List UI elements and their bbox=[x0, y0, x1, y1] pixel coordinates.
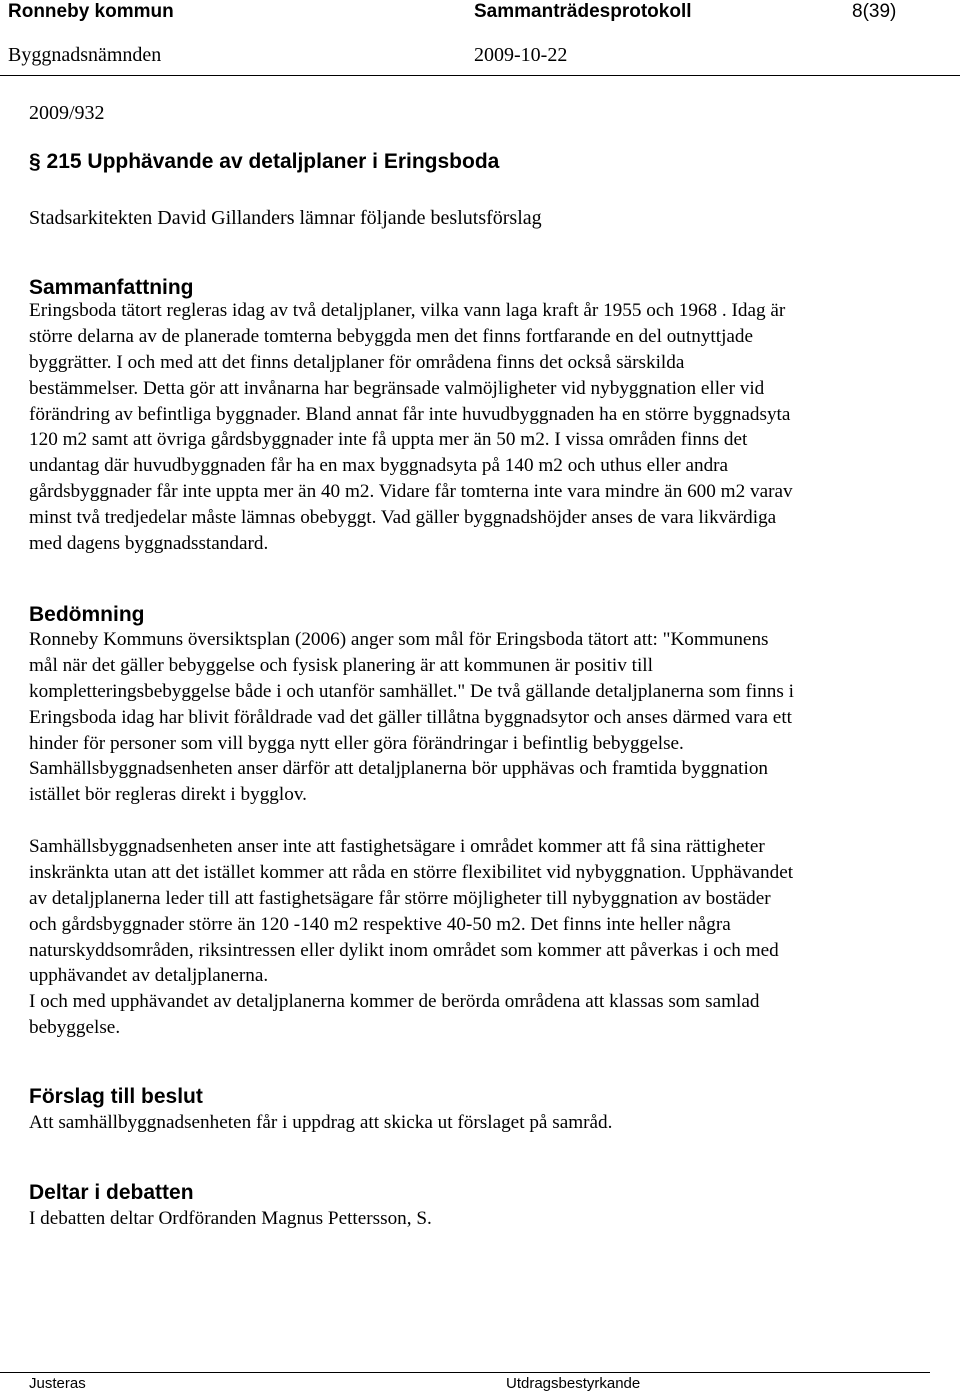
bedomning-line: naturskyddsområden, riksintressen eller dylikt inom området som kommer att påverkas i och med bbox=[29, 939, 779, 961]
bedomning-paragraph-1 bbox=[29, 627, 929, 808]
sammanfattning-line: större delarna av de planerade tomterna bebyggda men det finns fortfarande en del outnyttjade bbox=[29, 325, 754, 347]
section-title bbox=[29, 150, 499, 174]
bedomning-line: Samhällsbyggnadsenheten anser därför att detaljplanerna bör upphävas och framtida byggnation bbox=[29, 758, 769, 780]
sammanfattning-line: byggrätter. I och med att det finns detaljplaner för områdena finns det också särskilda bbox=[29, 351, 685, 373]
bedomning-line: Samhällsbyggnadsenheten anser inte att fastighetsägare i området kommer att få sina rättigheter bbox=[29, 836, 765, 857]
bedomning-line: I och med upphävandet av detaljplanerna kommer de berörda områdena att klassas som samlad bbox=[29, 991, 760, 1013]
header-page-number: 8(39) bbox=[852, 1, 897, 22]
bedomning-line: mål när det gäller bebyggelse och fysisk planering är att kommunen är positiv till bbox=[29, 654, 653, 676]
header-org: Ronneby kommun bbox=[8, 1, 174, 22]
debatt-heading: Deltar i debatten bbox=[29, 1181, 194, 1204]
sammanfattning-line: undantag där huvudbyggnaden får ha en max byggnadsyta på 140 m2 och uthus eller andra bbox=[29, 455, 729, 477]
footer-rule bbox=[0, 1372, 930, 1373]
header-date: 2009-10-22 bbox=[474, 44, 568, 66]
sammanfattning-line: gårdsbyggnader får inte uppta mer än 40 m2. Vidare får tomterna inte vara mindre än 600 m2 varav bbox=[29, 481, 793, 503]
intro-text: Stadsarkitekten David Gillanders lämnar följande beslutsförslag bbox=[29, 207, 542, 229]
bedomning-line: kompletteringsbebyggelse både i och utanför samhället." De två gällande detaljplanerna som finns i bbox=[29, 680, 794, 702]
bedomning-line: och gårdsbyggnader större än 120 -140 m2 respektive 40-50 m2. Det finns inte heller några bbox=[29, 913, 731, 935]
sammanfattning-line: minst två tredjedelar måste lämnas obebyggt. Vad gäller byggnadshöjder anses de vara likvärdiga bbox=[29, 507, 777, 529]
sammanfattning-line: bestämmelser. Detta gör att invånarna har begränsade valmöjligheter vid nybyggnation eller vid bbox=[29, 377, 765, 399]
bedomning-line: Eringsboda idag har blivit föråldrade vad det gäller tillåtna byggnadsytor och anses därmed vara ett bbox=[29, 706, 792, 728]
bedomning-line: Ronneby Kommuns översiktsplan (2006) anger som mål för Eringsboda tätort att: "Kommunens bbox=[29, 629, 769, 650]
bedomning-heading: Bedömning bbox=[29, 603, 145, 626]
bedomning-paragraph-2 bbox=[29, 834, 929, 1041]
bedomning-line: hinder för personer som vill bygga nytt eller göra förändringar i befintlig bebyggelse. bbox=[29, 732, 684, 754]
case-number: 2009/932 bbox=[29, 102, 105, 124]
footer-justeras: Justeras bbox=[29, 1375, 86, 1392]
section-title-text: 215 Upphävande av detaljplaner i Eringsboda bbox=[46, 150, 500, 173]
footer-utdragsbestyrkande: Utdragsbestyrkande bbox=[506, 1375, 641, 1392]
bedomning-line: inskränkta utan att det istället kommer att råda en större flexibilitet vid nybyggnation. Upphävandet bbox=[29, 861, 794, 883]
header-rule bbox=[0, 75, 960, 76]
section-symbol: § bbox=[29, 150, 41, 173]
forslag-line: Att samhällbyggnadsenheten får i uppdrag att skicka ut förslaget på samråd. bbox=[29, 1112, 613, 1133]
sammanfattning-line: med dagens byggnadsstandard. bbox=[29, 533, 269, 555]
sammanfattning-text bbox=[29, 298, 929, 557]
forslag-text bbox=[29, 1110, 929, 1136]
header-committee: Byggnadsnämnden bbox=[8, 44, 162, 66]
sammanfattning-line: 120 m2 samt att övriga gårdsbyggnader inte få uppta mer än 50 m2. I vissa områden finns det bbox=[29, 429, 748, 451]
debatt-line: I debatten deltar Ordföranden Magnus Pettersson, S. bbox=[29, 1208, 432, 1229]
header-doc-type: Sammanträdesprotokoll bbox=[474, 1, 692, 22]
bedomning-line: istället bör regleras direkt i bygglov. bbox=[29, 784, 307, 806]
forslag-heading: Förslag till beslut bbox=[29, 1085, 203, 1108]
sammanfattning-line: Eringsboda tätort regleras idag av två detaljplaner, vilka vann laga kraft år 1955 och 1968 . Idag är bbox=[29, 300, 786, 321]
sammanfattning-heading: Sammanfattning bbox=[29, 276, 194, 299]
bedomning-line: av detaljplanerna leder till att fastighetsägare får större möjligheter till nybyggnation av bostäder bbox=[29, 887, 771, 909]
sammanfattning-line: förändring av befintliga byggnader. Bland annat får inte huvudbyggnaden ha en större byggnadsyta bbox=[29, 403, 791, 425]
bedomning-line: bebyggelse. bbox=[29, 1017, 121, 1039]
bedomning-line: upphävandet av detaljplanerna. bbox=[29, 965, 269, 987]
debatt-text bbox=[29, 1206, 929, 1232]
